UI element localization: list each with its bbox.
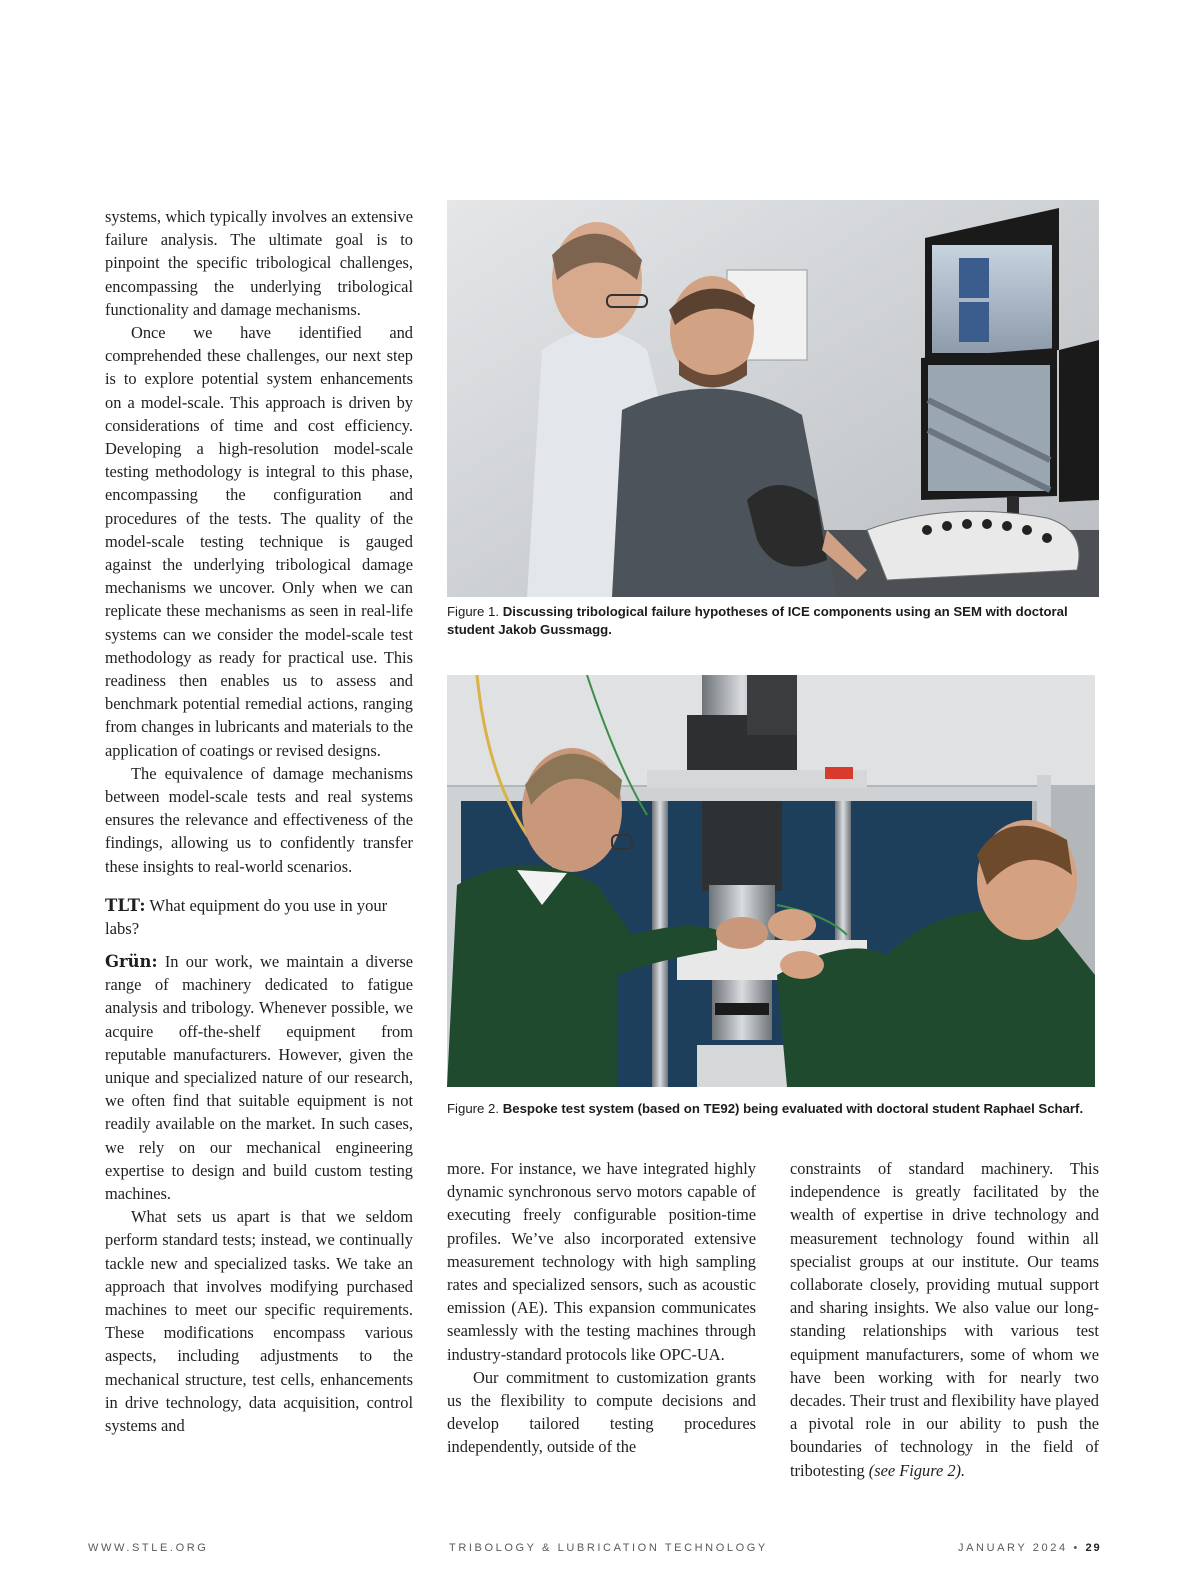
body-paragraph: Our commitment to customization grants us the flexibility to compute decisions and develop tailored testing procedures independently, outside of the [447, 1367, 756, 1457]
answer-text: In our work, we maintain a diverse range of machinery dedicated to fatigue analysis and tribology. Whenever possible, we acquire off-the-shelf equipment from reputable manufacturers. However, given the unique and specialized nature of our research, we often find that suitable equipment is not readily available on the market. In such cases, we rely on our mechanical engineering expertise to design and build custom testing machines. [105, 951, 413, 1203]
interview-question [105, 894, 413, 940]
footer-separator: • [1073, 1542, 1080, 1554]
body-paragraph: more. For instance, we have integrated highly dynamic synchronous servo motors capable of executing freely configurable position-time profiles. We’ve also incorporated extensive measurement technology with high sampling rates and specialized sensors, such as acoustic emission (AE). This expansion communicates seamlessly with the testing machines through industry-standard protocols like OPC-UA. [447, 1159, 756, 1364]
question-text: What equipment do you use in your labs? [105, 895, 388, 938]
footer-date-page [958, 1542, 1102, 1554]
figure-reference: (see Figure 2). [868, 1460, 966, 1480]
left-column [105, 205, 413, 1437]
figure-1-caption [447, 603, 1099, 639]
body-paragraph: The equivalence of damage mechanisms between model-scale tests and real systems ensures the relevance and effectiveness of the findings, allowing us to confidently transfer these insights to real-world scenarios. [105, 763, 413, 876]
page-number: 29 [1085, 1542, 1102, 1554]
figure-2-caption-text: Bespoke test system (based on TE92) being evaluated with doctoral student Raphael Scharf. [502, 1101, 1084, 1116]
question-speaker: TLT: [105, 894, 146, 915]
test-rig-illustration [447, 675, 1095, 1087]
body-paragraph [790, 1157, 1099, 1482]
footer-publication: TRIBOLOGY & LUBRICATION TECHNOLOGY [449, 1542, 768, 1554]
figure-2-caption [447, 1100, 1107, 1118]
body-paragraph: What sets us apart is that we seldom perform standard tests; instead, we continually tackle new and specialized tasks. We take an approach that involves modifying purchased machines to meet our specific requirements. These modifications encompass various aspects, including adjustments to the mechanical structure, test cells, enhancements in drive technology, data acquisition, control systems and [105, 1207, 413, 1435]
body-paragraph: Once we have identified and comprehended these challenges, our next step is to explore potential system enhancements on a model-scale. This approach is driven by considerations of time and cost efficiency. Developing a high-resolution model-scale testing methodology is integral to this phase, encompassing the configuration and procedures of the tests. The quality of the model-scale testing technique is gauged against the underlying tribological damage mechanisms we uncover. Only when we can replicate these mechanisms as seen in real-life systems can we consider the model-scale test methodology as ready for practical use. This readiness then enables us to assess and benchmark potential remedial actions, ranging from changes in lubricants and materials to the application of coatings or revised designs. [105, 323, 413, 760]
body-paragraph: systems, which typically involves an extensive failure analysis. The ultimate goal is to pinpoint the specific tribological challenges, encompassing the underlying tribological functionality and damage mechanisms. [105, 207, 413, 319]
right-column [790, 1157, 1099, 1482]
figure-2-photo [447, 675, 1095, 1087]
sem-lab-illustration [447, 200, 1099, 597]
figure-1-photo [447, 200, 1099, 597]
interview-answer [105, 950, 413, 1205]
answer-speaker: Grün: [105, 951, 158, 971]
figure-1-caption-text: Discussing tribological failure hypotheses of ICE components using an SEM with doctoral student Jakob Gussmagg. [447, 604, 1068, 637]
footer-date: JANUARY 2024 [958, 1542, 1068, 1554]
middle-column [447, 1157, 756, 1459]
body-text: constraints of standard machinery. This independence is greatly facilitated by the wealth of expertise in drive technology and measurement technology found within all specialist groups at our institute. Our teams collaborate closely, providing mutual support and sharing insights. We also value our long-standing relationships with various test equipment manufacturers, some of whom we have been working with for nearly two decades. Their trust and flexibility have played a pivotal role in our ability to push the boundaries of technology in the field of tribotesting [790, 1159, 1099, 1480]
footer-website: WWW.STLE.ORG [88, 1542, 209, 1554]
figure-1-label: Figure 1. [447, 604, 500, 619]
figure-2-label: Figure 2. [447, 1101, 500, 1116]
